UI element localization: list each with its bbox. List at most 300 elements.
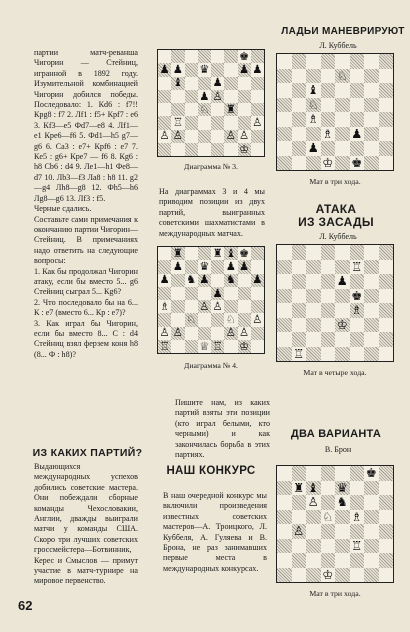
board-square [335, 245, 350, 260]
chess-piece-icon: ♙ [159, 128, 170, 143]
board-square [306, 98, 321, 113]
chess-piece-icon: ♙ [239, 325, 250, 340]
left-story-text: партии матч-реванша Чигорин — Стейниц, игранной в 1892 году. Изумительной комбинацией Чигорин добился победы. Последовало: 1. Кd6 : f7!! Кpg8 : f7 2. Лf1 : f5+ Кpf7 : e6 3. Кf3—e5 Фd7—e8 4. Лf1—e1 Кpe6—f6 5. Фd1—h5 g7—g6 6. Сa3 : e7+ Кpf6 : e7 7. Кe5 : g6+ Кpe7 — f6 8. Кg6 : h8 Сb6 : d4 9. Лe1—h1 Фe8—d7 10. Лb3—f3 Лa8 : h8 11. g2—g4 Лh8—g8 12. Фh5—h6 Лg8—g6 13. Лf3 : f5. Черные сдались. Составьте сами примечания к окончанию партии Чигорин—Стейниц. В примечаниях надо ответить на следующие вопросы: 1. Как бы продолжал Чигорин атаку, если бы вместо 5... g6 Стейниц сыграл 5... Кg6? 2. Что последовало бы на 6... К : e7 (вместо 6... Кр : e7)? 3. Как играл бы Чигорин, если бы вместо 8... С : d4 Стейниц взял ферзем коня h8 (8... Ф : h8)? [34, 48, 138, 359]
board-square [158, 327, 171, 340]
board-square [379, 274, 394, 289]
board-square [277, 524, 292, 539]
board-square [251, 340, 264, 353]
board-square [198, 143, 211, 156]
board-square [335, 98, 350, 113]
board-square [158, 130, 171, 143]
chess-problem-bron [276, 465, 394, 583]
board-square [198, 116, 211, 129]
chess-piece-icon: ♖ [212, 338, 223, 353]
board-square [379, 98, 394, 113]
board-square [379, 332, 394, 347]
chess-piece-icon: ♙ [225, 128, 236, 143]
board-square [158, 90, 171, 103]
board-square [364, 347, 379, 362]
board-square [277, 539, 292, 554]
board-square [350, 274, 365, 289]
board-square [224, 90, 237, 103]
board-square [185, 143, 198, 156]
chess-piece-icon: ♟ [199, 88, 210, 103]
chess-piece-icon: ♖ [351, 258, 363, 274]
board-square [364, 112, 379, 127]
board-square [211, 247, 224, 260]
board-square [171, 274, 184, 287]
chess-piece-icon: ♟ [212, 285, 223, 300]
board-square [335, 69, 350, 84]
board-square [277, 260, 292, 275]
chess-piece-icon: ♛ [336, 479, 348, 495]
chess-piece-icon: ♟ [212, 75, 223, 90]
board-square [350, 260, 365, 275]
board-square [321, 568, 336, 583]
question-text: Пишите нам, из каких партий взяты эти позиции (кто играл белыми, кто черными) и как закончилась борьба в этих партиях. [175, 398, 270, 460]
board-square [277, 156, 292, 171]
board-square [292, 98, 307, 113]
chess-piece-icon: ♟ [252, 272, 263, 287]
chess-piece-icon: ♚ [351, 154, 363, 170]
board-square [335, 112, 350, 127]
board-square [335, 332, 350, 347]
board-square [306, 568, 321, 583]
chess-piece-icon: ♞ [336, 494, 348, 510]
board-square [379, 127, 394, 142]
board-square [321, 245, 336, 260]
board-square [158, 247, 171, 260]
board-square [251, 287, 264, 300]
board-square [321, 303, 336, 318]
board-square [321, 156, 336, 171]
board-square [306, 289, 321, 304]
chess-piece-icon: ♘ [186, 312, 197, 327]
board-square [277, 54, 292, 69]
board-square [350, 69, 365, 84]
chess-piece-icon: ♗ [322, 125, 334, 141]
board-square [350, 54, 365, 69]
board-square [211, 77, 224, 90]
board-square [321, 98, 336, 113]
chess-piece-icon: ♖ [172, 115, 183, 130]
board-square [198, 77, 211, 90]
board-square [335, 274, 350, 289]
board-square [277, 289, 292, 304]
board-square [335, 156, 350, 171]
board-square [364, 495, 379, 510]
board-square [251, 116, 264, 129]
board-square [306, 303, 321, 318]
board-square [350, 347, 365, 362]
chess-piece-icon: ♛ [199, 62, 210, 77]
board-square [306, 495, 321, 510]
chess-piece-icon: ♘ [336, 67, 348, 83]
board-square [277, 245, 292, 260]
board-square [306, 524, 321, 539]
board-square [364, 156, 379, 171]
board-square [364, 245, 379, 260]
board-square [292, 318, 307, 333]
board-square [335, 481, 350, 496]
board-square [335, 141, 350, 156]
board-square [364, 141, 379, 156]
board-square [292, 568, 307, 583]
board-square [292, 69, 307, 84]
chess-piece-icon: ♔ [239, 338, 250, 353]
board-square [306, 127, 321, 142]
board-square [364, 289, 379, 304]
board-square [379, 481, 394, 496]
board-square [306, 481, 321, 496]
board-square [350, 495, 365, 510]
board-square [321, 495, 336, 510]
board-square [292, 510, 307, 525]
board-square [198, 130, 211, 143]
board-square [379, 510, 394, 525]
chess-piece-icon: ♘ [322, 508, 334, 524]
board-square [238, 63, 251, 76]
board-square [238, 300, 251, 313]
board-square [277, 318, 292, 333]
chess-piece-icon: ♟ [336, 273, 348, 289]
board-square [185, 116, 198, 129]
board-square [306, 83, 321, 98]
chess-problem-kubbel-1 [276, 53, 394, 171]
board-square [211, 103, 224, 116]
heading-iz-zasady: ИЗ ЗАСАДЫ [298, 215, 374, 229]
board-square [211, 287, 224, 300]
board-square [350, 553, 365, 568]
board-square [306, 274, 321, 289]
contest-heading: НАШ КОНКУРС [166, 465, 256, 477]
board-square [171, 327, 184, 340]
board-square [350, 245, 365, 260]
board-square [277, 332, 292, 347]
board-square [379, 54, 394, 69]
board-square [350, 524, 365, 539]
chess-piece-icon: ♟ [172, 259, 183, 274]
board-square [364, 274, 379, 289]
heading-ataka: АТАКА [315, 202, 357, 216]
board-square [211, 300, 224, 313]
chess-piece-icon: ♗ [351, 508, 363, 524]
chess-piece-icon: ♙ [172, 128, 183, 143]
board-square [364, 524, 379, 539]
board-square [292, 127, 307, 142]
chess-piece-icon: ♘ [199, 101, 210, 116]
board-square [292, 495, 307, 510]
board-square [364, 568, 379, 583]
chess-piece-icon: ♚ [239, 48, 250, 63]
board-square [350, 481, 365, 496]
board-square [364, 318, 379, 333]
board-square [224, 327, 237, 340]
chess-piece-icon: ♝ [307, 82, 319, 98]
board-square [158, 103, 171, 116]
board-square [364, 260, 379, 275]
chess-piece-icon: ♟ [351, 125, 363, 141]
board-square [379, 260, 394, 275]
board-square [277, 127, 292, 142]
board-square [198, 274, 211, 287]
board-square [335, 568, 350, 583]
board-square [251, 130, 264, 143]
board-square [251, 90, 264, 103]
board-square [306, 156, 321, 171]
heading-ladi-manevriruyut: ЛАДЬИ МАНЕВРИРУЮТ [281, 26, 405, 37]
board-square [292, 303, 307, 318]
board-square [211, 143, 224, 156]
board-square [364, 553, 379, 568]
board-square [251, 77, 264, 90]
board-square [350, 303, 365, 318]
page-number: 62 [18, 598, 33, 613]
board-square [379, 318, 394, 333]
board-square [171, 340, 184, 353]
board-square [238, 77, 251, 90]
board-square [251, 63, 264, 76]
board-square [292, 245, 307, 260]
board-square [321, 141, 336, 156]
board-square [350, 112, 365, 127]
board-square [379, 539, 394, 554]
board-square [251, 327, 264, 340]
chess-piece-icon: ♙ [212, 88, 223, 103]
chess-piece-icon: ♔ [322, 154, 334, 170]
author-kubbel-1: Л. Куббель [319, 41, 357, 50]
heading-dva-varianta: ДВА ВАРИАНТА [290, 428, 382, 440]
board-square [224, 143, 237, 156]
board-square [379, 245, 394, 260]
board-square [364, 481, 379, 496]
chess-piece-icon: ♚ [365, 465, 377, 481]
board-square [321, 539, 336, 554]
board-square [185, 90, 198, 103]
board-square [185, 287, 198, 300]
board-square [292, 289, 307, 304]
diagram-4-caption: Диаграмма № 4. [184, 361, 238, 370]
chess-piece-icon: ♙ [307, 494, 319, 510]
board-square [379, 568, 394, 583]
chess-piece-icon: ♖ [293, 345, 305, 361]
chess-piece-icon: ♜ [172, 245, 183, 260]
board-square [306, 466, 321, 481]
board-square [350, 156, 365, 171]
chess-piece-icon: ♗ [307, 111, 319, 127]
bron-caption: Мат в три хода. [309, 589, 361, 598]
board-square [251, 247, 264, 260]
board-square [277, 274, 292, 289]
board-square [292, 539, 307, 554]
board-square [185, 50, 198, 63]
board-square [321, 466, 336, 481]
board-square [306, 54, 321, 69]
chess-piece-icon: ♙ [293, 523, 305, 539]
board-square [306, 260, 321, 275]
board-square [292, 332, 307, 347]
chess-diagram-3 [157, 49, 265, 157]
board-square [198, 90, 211, 103]
board-square [306, 69, 321, 84]
board-square [350, 510, 365, 525]
chess-piece-icon: ♙ [225, 325, 236, 340]
board-square [335, 127, 350, 142]
board-square [158, 77, 171, 90]
board-square [321, 289, 336, 304]
chess-piece-icon: ♙ [212, 298, 223, 313]
board-square [171, 130, 184, 143]
board-square [198, 63, 211, 76]
chess-piece-icon: ♟ [239, 259, 250, 274]
chess-piece-icon: ♘ [225, 312, 236, 327]
board-square [335, 303, 350, 318]
board-square [364, 54, 379, 69]
board-square [335, 260, 350, 275]
chess-piece-icon: ♘ [307, 96, 319, 112]
board-square [306, 141, 321, 156]
board-square [198, 327, 211, 340]
board-square [321, 54, 336, 69]
board-square [306, 112, 321, 127]
board-square [364, 332, 379, 347]
chess-piece-icon: ♚ [239, 245, 250, 260]
board-square [224, 274, 237, 287]
board-square [277, 141, 292, 156]
board-square [238, 274, 251, 287]
board-square [251, 143, 264, 156]
board-square [321, 553, 336, 568]
board-square [335, 539, 350, 554]
board-square [185, 327, 198, 340]
board-square [321, 347, 336, 362]
board-square [224, 340, 237, 353]
board-square [379, 83, 394, 98]
chess-piece-icon: ♔ [322, 566, 334, 582]
board-square [379, 495, 394, 510]
board-square [224, 130, 237, 143]
board-square [224, 63, 237, 76]
chess-piece-icon: ♔ [336, 316, 348, 332]
board-square [364, 303, 379, 318]
board-square [277, 568, 292, 583]
board-square [321, 127, 336, 142]
chess-problem-kubbel-2 [276, 244, 394, 362]
board-square [211, 260, 224, 273]
chess-piece-icon: ♖ [159, 338, 170, 353]
board-square [277, 481, 292, 496]
board-square [292, 112, 307, 127]
board-square [379, 347, 394, 362]
board-square [321, 318, 336, 333]
board-square [306, 318, 321, 333]
board-square [321, 481, 336, 496]
board-square [321, 524, 336, 539]
board-square [171, 260, 184, 273]
board-square [224, 287, 237, 300]
board-square [211, 130, 224, 143]
board-square [335, 347, 350, 362]
board-square [350, 332, 365, 347]
chess-piece-icon: ♟ [239, 62, 250, 77]
board-square [171, 143, 184, 156]
board-square [238, 340, 251, 353]
board-square [277, 69, 292, 84]
board-square [350, 127, 365, 142]
board-square [350, 98, 365, 113]
board-square [292, 481, 307, 496]
board-square [238, 327, 251, 340]
board-square [251, 313, 264, 326]
board-square [292, 83, 307, 98]
chess-piece-icon: ♗ [159, 298, 170, 313]
board-square [277, 495, 292, 510]
chess-piece-icon: ♜ [293, 479, 305, 495]
board-square [211, 340, 224, 353]
board-square [238, 260, 251, 273]
board-square [185, 103, 198, 116]
board-square [335, 524, 350, 539]
chess-piece-icon: ♙ [159, 325, 170, 340]
board-square [379, 466, 394, 481]
chess-piece-icon: ♙ [172, 325, 183, 340]
board-square [185, 340, 198, 353]
board-square [251, 274, 264, 287]
chess-piece-icon: ♜ [212, 245, 223, 260]
board-square [211, 50, 224, 63]
board-square [158, 300, 171, 313]
diagram-3-caption: Диаграмма № 3. [184, 162, 238, 171]
chess-piece-icon: ♙ [252, 115, 263, 130]
board-square [321, 332, 336, 347]
board-square [364, 510, 379, 525]
board-square [198, 287, 211, 300]
board-square [171, 90, 184, 103]
section-heading-iz-kakih-partiy: ИЗ КАКИХ ПАРТИЙ? [32, 447, 143, 459]
board-square [364, 127, 379, 142]
board-square [211, 274, 224, 287]
board-square [335, 318, 350, 333]
board-square [335, 553, 350, 568]
board-square [364, 466, 379, 481]
board-square [277, 553, 292, 568]
board-square [158, 340, 171, 353]
contest-text: В наш очередной конкурс мы включили произведения известных советских мастеров—А. Троицкого, Л. Куббеля, А. Гуляева и В. Брона, не раз занимавших первые места в международных конкурсах. [163, 491, 267, 573]
board-square [350, 539, 365, 554]
board-square [364, 69, 379, 84]
chess-piece-icon: ♟ [159, 272, 170, 287]
board-square [292, 466, 307, 481]
board-square [306, 245, 321, 260]
board-square [350, 318, 365, 333]
board-square [306, 347, 321, 362]
board-square [158, 143, 171, 156]
board-square [292, 553, 307, 568]
board-square [292, 524, 307, 539]
board-square [321, 69, 336, 84]
board-square [335, 495, 350, 510]
board-square [321, 83, 336, 98]
board-square [350, 83, 365, 98]
chess-piece-icon: ♔ [239, 141, 250, 156]
board-square [379, 112, 394, 127]
board-square [158, 274, 171, 287]
board-square [277, 347, 292, 362]
board-square [198, 300, 211, 313]
board-square [211, 90, 224, 103]
board-square [224, 50, 237, 63]
chess-piece-icon: ♖ [351, 537, 363, 553]
